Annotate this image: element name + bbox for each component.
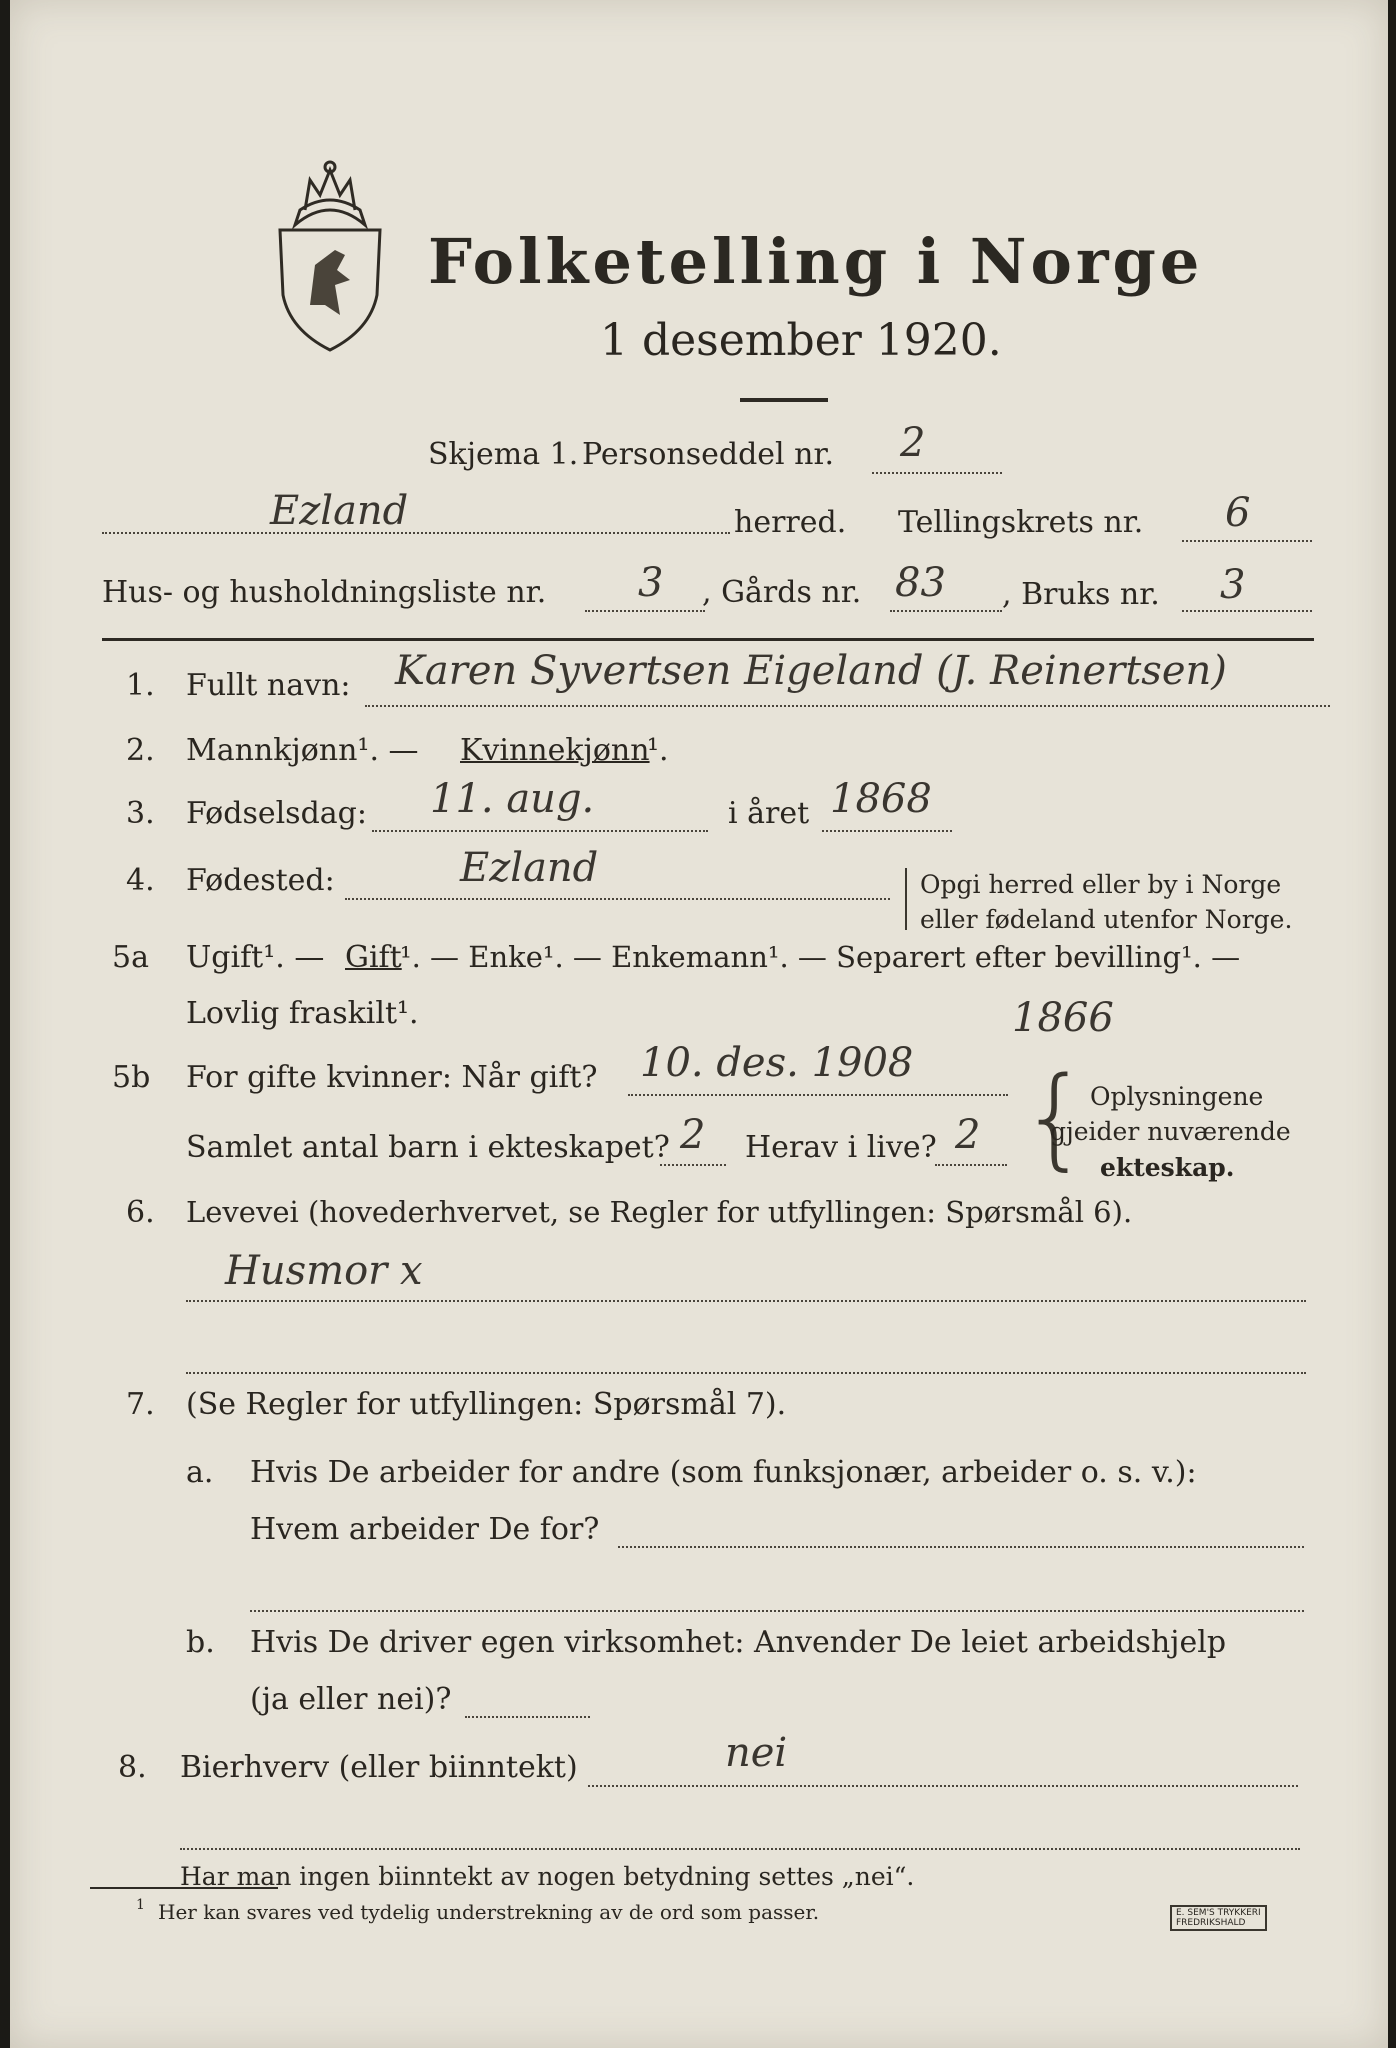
q5b-alive-label: Herav i live? xyxy=(745,1130,937,1165)
census-form xyxy=(10,0,1388,2048)
q5b-note-1: Oplysningene xyxy=(1090,1082,1264,1111)
q3-year-line xyxy=(822,830,952,832)
q3-number: 3. xyxy=(126,796,155,831)
personseddel-line xyxy=(872,472,1002,474)
title-divider xyxy=(740,398,828,402)
q7a-line-2 xyxy=(250,1610,1304,1612)
husliste-line xyxy=(585,610,705,612)
q4-number: 4. xyxy=(126,863,155,898)
q2-female-option: Kvinnekjønn xyxy=(460,733,650,768)
gards-label: , Gårds nr. xyxy=(702,575,862,610)
full-name-value: Karen Syvertsen Eigeland (J. Reinertsen) xyxy=(395,648,1227,694)
q7a-line-1 xyxy=(618,1546,1304,1548)
q8-line-2 xyxy=(180,1848,1300,1850)
q5b-children-label: Samlet antal barn i ekteskapet? xyxy=(186,1130,670,1165)
tellingskrets-value: 6 xyxy=(1225,490,1251,536)
schema-label: Skjema 1. xyxy=(428,437,579,472)
q5b-alive-line xyxy=(935,1164,1007,1166)
q5a-annotation: 1866 xyxy=(1012,995,1114,1041)
occupation-value: Husmor x xyxy=(225,1248,423,1294)
q4-note-2: eller fødeland utenfor Norge. xyxy=(920,905,1293,934)
q6-number: 6. xyxy=(126,1195,155,1230)
q7b-text-2: (ja eller nei)? xyxy=(250,1682,452,1717)
q2-male-option: Mannkjønn¹. — xyxy=(186,733,419,768)
q5a-options: ¹. — Enke¹. — Enkemann¹. — Separert efter bevilling¹. — xyxy=(400,940,1241,974)
q5a-divorced: Lovlig fraskilt¹. xyxy=(186,996,419,1031)
q3-label: Fødselsdag: xyxy=(186,796,367,831)
q6-label: Levevei (hovederhvervet, se Regler for utfyllingen: Spørsmål 6). xyxy=(186,1195,1133,1229)
q8-number: 8. xyxy=(118,1750,147,1785)
herred-label: herred. xyxy=(734,505,847,540)
q5a-married: Gift xyxy=(345,940,402,975)
q4-line xyxy=(345,898,890,900)
q4-brace xyxy=(905,868,911,930)
q3-year-label: i året xyxy=(728,796,810,831)
marriage-date-value: 10. des. 1908 xyxy=(640,1040,914,1086)
coat-of-arms-icon xyxy=(265,155,395,355)
q1-line xyxy=(365,705,1330,707)
q7a-letter: a. xyxy=(186,1455,214,1490)
q2-number: 2. xyxy=(126,733,155,768)
printer-stamp-line-1: E. SEM'S TRYKKERI xyxy=(1176,1908,1261,1918)
children-count-value: 2 xyxy=(680,1112,706,1158)
q5b-note-2: gjeider nuværende xyxy=(1050,1117,1291,1146)
q5b-brace: { xyxy=(1020,1053,1090,1181)
q2-suffix: ¹. xyxy=(647,733,669,768)
personseddel-label: Personseddel nr. xyxy=(582,437,835,472)
gards-value: 83 xyxy=(895,560,946,606)
q7-label: (Se Regler for utfyllingen: Spørsmål 7). xyxy=(186,1387,787,1422)
no-income-note: Har man ingen biinntekt av nogen betydning settes „nei“. xyxy=(180,1862,915,1891)
q5a-number: 5a xyxy=(112,940,149,975)
tellingskrets-line xyxy=(1182,540,1312,542)
q4-note-1: Opgi herred eller by i Norge xyxy=(920,870,1282,899)
printer-stamp xyxy=(1170,1905,1267,1931)
side-income-value: nei xyxy=(725,1730,788,1776)
tellingskrets-label: Tellingskrets nr. xyxy=(898,505,1144,540)
birthday-value: 11. aug. xyxy=(430,776,595,822)
q8-line-1 xyxy=(588,1785,1298,1787)
personseddel-value: 2 xyxy=(900,420,926,466)
q8-label: Bierhverv (eller biinntekt) xyxy=(180,1750,578,1785)
bruks-label: , Bruks nr. xyxy=(1002,577,1160,612)
footnote-mark: 1 xyxy=(136,1897,145,1913)
bruks-value: 3 xyxy=(1220,562,1246,608)
census-date: 1 desember 1920. xyxy=(600,315,1002,366)
q5b-date-line xyxy=(628,1094,1008,1096)
q5b-children-line xyxy=(660,1164,726,1166)
birthplace-value: Ezland xyxy=(460,845,599,891)
q7b-text: Hvis De driver egen virksomhet: Anvender De leiet arbeidshjelp xyxy=(250,1625,1227,1660)
q6-line-1 xyxy=(186,1300,1306,1302)
form-title: Folketelling i Norge xyxy=(428,225,1204,298)
printer-stamp-line-2: FREDRIKSHALD xyxy=(1176,1918,1246,1928)
q5b-note-3: ekteskap. xyxy=(1100,1153,1235,1182)
q5a-unmarried: Ugift¹. — xyxy=(186,940,325,975)
header-rule xyxy=(102,638,1314,641)
q1-label: Fullt navn: xyxy=(186,668,351,703)
q7a-text: Hvis De arbeider for andre (som funksjonær, arbeider o. s. v.): xyxy=(250,1455,1197,1490)
q5b-married-label: For gifte kvinner: Når gift? xyxy=(186,1060,598,1095)
q3-day-line xyxy=(372,830,708,832)
children-alive-value: 2 xyxy=(955,1112,981,1158)
q6-line-2 xyxy=(186,1372,1306,1374)
q7-number: 7. xyxy=(126,1387,155,1422)
husliste-value: 3 xyxy=(638,560,664,606)
q7b-letter: b. xyxy=(186,1625,215,1660)
footnote-text: Her kan svares ved tydelig understrekning av de ord som passer. xyxy=(158,1900,820,1924)
footnote-rule xyxy=(90,1887,278,1889)
q1-number: 1. xyxy=(126,668,155,703)
q7b-line xyxy=(465,1716,590,1718)
husliste-label: Hus- og husholdningsliste nr. xyxy=(102,575,547,610)
q5b-number: 5b xyxy=(112,1060,151,1095)
bruks-line xyxy=(1182,610,1312,612)
q4-label: Fødested: xyxy=(186,863,335,898)
q7a-text-2: Hvem arbeider De for? xyxy=(250,1512,600,1547)
herred-value: Ezland xyxy=(270,488,409,534)
herred-line xyxy=(102,532,730,534)
gards-line xyxy=(890,610,1002,612)
birth-year-value: 1868 xyxy=(830,776,932,822)
